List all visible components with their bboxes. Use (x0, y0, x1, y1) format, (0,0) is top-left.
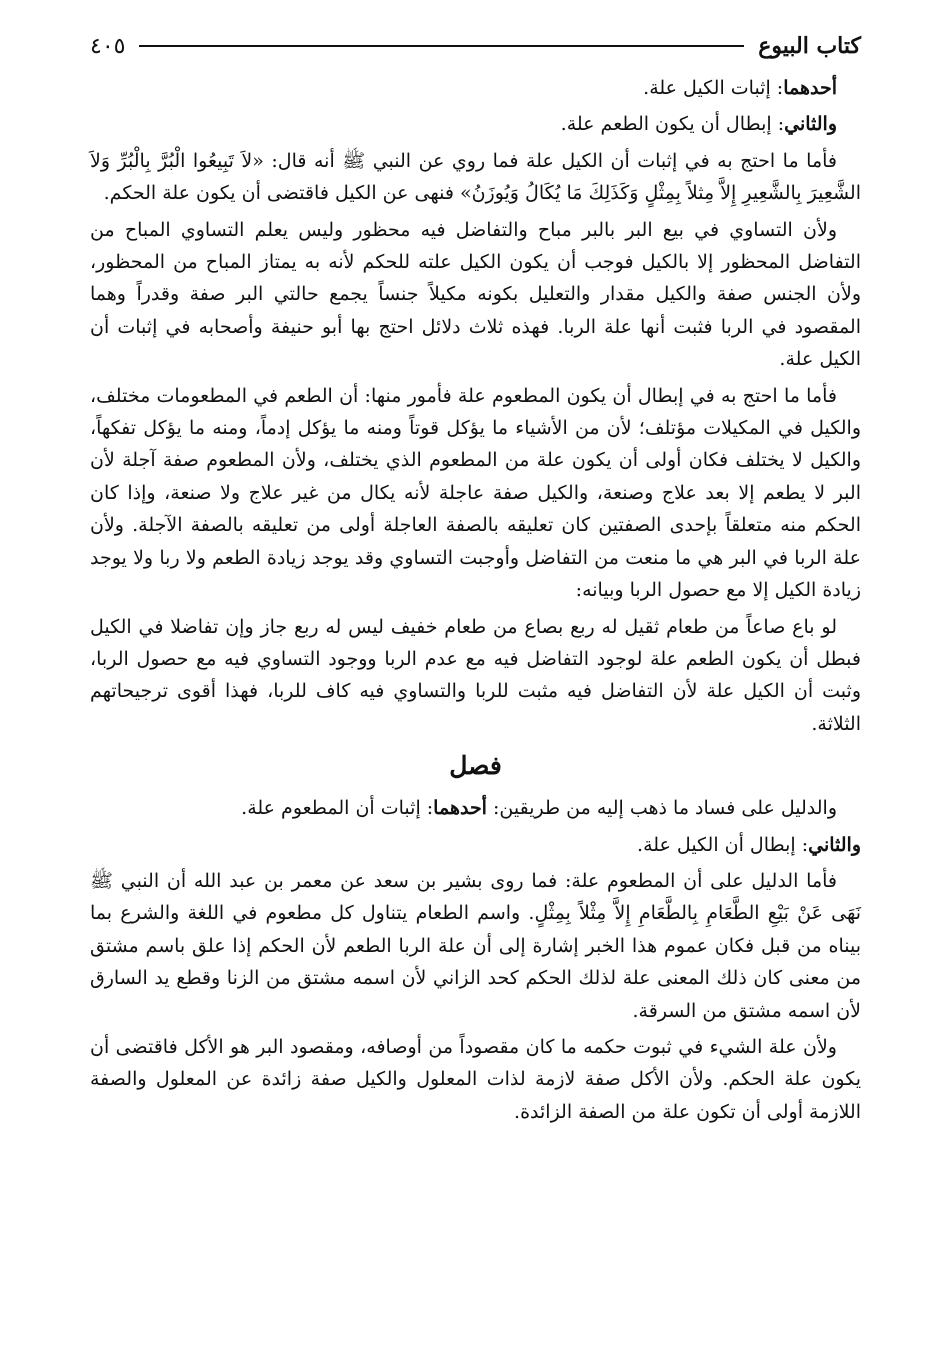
section-first-text: : إثبات أن المطعوم علة. (241, 797, 434, 820)
paragraph-proof: فأما الدليل على أن المطعوم علة: فما روى بشير بن سعد عن معمر بن عبد الله أن النبي ﷺ نَهَى عَنْ بَيْعِ الطَّعَامِ بِالطَّعَامِ إِلاَّ مِثْلاً بِمِثْلٍ. واسم الطعام يتناول كل مطعوم في اللغة والشرع بما بيناه من قبل فكان عموم هذا الخبر إشارة إلى أن علة الربا الطعم لأن الحكم إذا علق باسم مشتق من معنى كان ذلك المعنى علة لذلك الحكم كحد الزاني لأن اسمه مشتق من الزنا وقطع يد السارق لأن اسمه مشتق من السرقة. (90, 869, 861, 1022)
second-text: : إبطال أن يكون الطعم علة. (560, 113, 785, 136)
section-intro (90, 792, 861, 824)
second-point (90, 108, 861, 140)
page-header (90, 26, 861, 66)
section-second-label: والثاني (808, 833, 861, 856)
header-rule (139, 45, 744, 47)
paragraph-food: فأما ما احتج به في إبطال أن يكون المطعوم علة فأمور منها: أن الطعم في المطعومات مختلف، والكيل في المكيلات مؤتلف؛ لأن من الأشياء ما يؤكل قوتاً ومنه ما يؤكل إدماً، ومنه ما يؤكل تفكهاً، والكيل لا يختلف فكان أولى أن يكون علة من المطعوم الذي يختلف، ولأن المطعوم صفة آجلة لأن البر لا يطعم إلا بعد علاج وصنعة، والكيل صفة عاجلة لأنه يكال من غير علاج ولا صنعة، وإذا كان الحكم منه متعلقاً بإحدى الصفتين كان تعليقه بالصفة العاجلة أولى من تعليقه بالصفة الآجلة. ولأن علة الربا في البر هي ما منعت من التفاضل وأوجبت التساوي وقد يوجد زيادة الطعم ولا ربا ولا يوجد زيادة الكيل إلا مع حصول الربا وبيانه: (90, 384, 862, 602)
paragraph-hadith: فأما ما احتج به في إثبات أن الكيل علة فما روي عن النبي ﷺ أنه قال: «لاَ تَبِيعُوا الْبُرَّ بِالْبُرِّ وَلاَ الشَّعِيرَ بِالشَّعِيرِ إِلاَّ مِثلاً بِمِثْلٍ وَكَذَلِكَ مَا يُكَالُ وَيُوزَنُ» فنهى عن الكيل فاقتضى أن يكون علة الحكم. (90, 149, 861, 205)
second-label: والثاني (784, 113, 837, 136)
paragraph-example: لو باع صاعاً من طعام ثقيل له ربع بصاع من طعام خفيف ليس له ربع جاز وإن تفاضلا في الكيل فبطل أن يكون الطعم علة لوجود التفاضل فيه مع عدم الربا ووجود التساوي فيه مع حصول الربا، وثبت أن الكيل علة لأن التفاضل فيه مثبت للربا والتساوي فيه كاف للربا، فهذا أقوى ترجيحاتهم الثلاثة. (90, 615, 861, 735)
book-title: كتاب البيوع (758, 33, 861, 59)
section-heading: فصل (449, 751, 502, 781)
first-text: : إثبات الكيل علة. (643, 77, 784, 99)
first-point (90, 72, 861, 104)
section-first-label: أحدهما (433, 797, 487, 820)
section-second-text: : إبطال أن الكيل علة. (637, 833, 809, 856)
page-body (90, 72, 861, 1128)
section-second-point (90, 829, 861, 861)
section-intro-text: والدليل على فساد ما ذهب إليه من طريقين: (486, 797, 837, 820)
page-number: ٤٠٥ (90, 33, 126, 59)
paragraph-cause: ولأن علة الشيء في ثبوت حكمه ما كان مقصوداً من أوصافه، ومقصود البر هو الأكل فاقتضى أن يكون علة الحكم. ولأن الأكل صفة لازمة لذات المعلول والكيل صفة زائدة عن المعلول والصفة اللازمة أولى أن تكون علة من الصفة الزائدة. (90, 1035, 861, 1123)
first-label: أحدهما (783, 77, 837, 99)
paragraph-equality: ولأن التساوي في بيع البر بالبر مباح والتفاضل فيه محظور وليس يعلم التساوي المباح من التفاضل المحظور إلا بالكيل فوجب أن يكون الكيل علته للحكم لأنه به يمتاز المباح من المحظور، ولأن الجنس صفة والكيل مقدار والتعليل بكونه مكيلاً جنساً يجمع حالتي البر صفة وقدراً وهما المقصود في الربا فثبت أنها علة الربا. فهذه ثلاث دلائل احتج بها أبو حنيفة وأصحابه في إثبات أن الكيل علة. (90, 218, 861, 371)
